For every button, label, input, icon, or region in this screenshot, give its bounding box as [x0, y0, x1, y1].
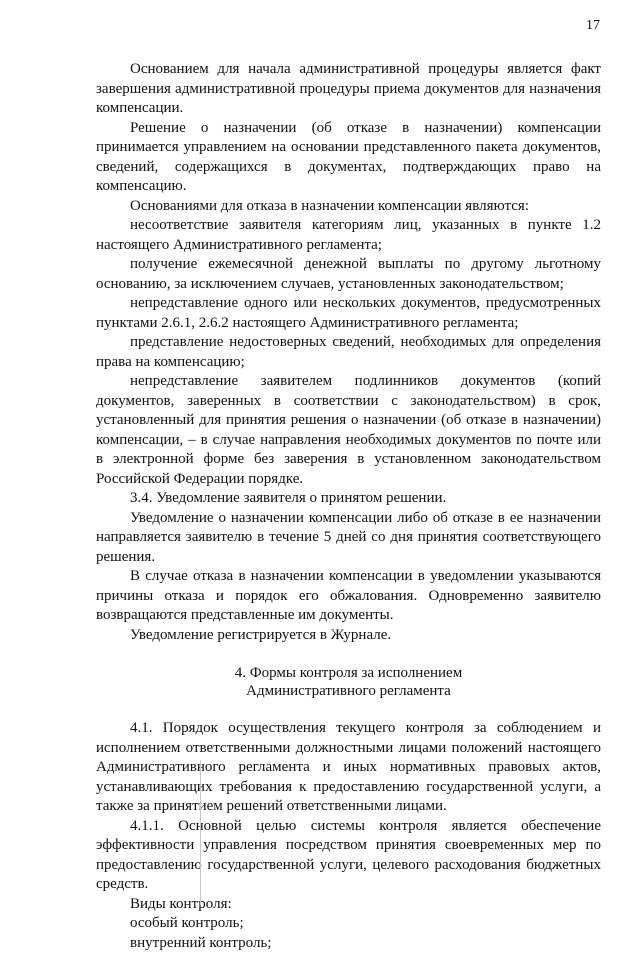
paragraph: Основаниями для отказа в назначении компенсации являются:	[96, 197, 601, 217]
paragraph: 4.1. Порядок осуществления текущего контроля за соблюдением и исполнением ответственными должностными лицами положений настоящего Административного регламента и иных нормативных правовых актов, устанавливающих требования к предоставлению государственной услуги, а также за принятием решений ответственными лицами.	[96, 719, 601, 817]
list-item: получение ежемесячной денежной выплаты по другому льготному основанию, за исключением случаев, установленных законодательством;	[96, 255, 601, 294]
document-body	[96, 60, 601, 953]
paragraph: Основанием для начала административной процедуры является факт завершения административной процедуры приема документов для назначения компенсации.	[96, 60, 601, 119]
list-item: непредставление заявителем подлинников документов (копий документов, заверенных в соответствии с законодательством) в срок, установленный для принятия решения о назначении (об отказе в назначении) компенсации, – в случае направления необходимых документов по почте или в электронной форме без заверения в установленном законодательством Российской Федерации порядке.	[96, 372, 601, 489]
page-number: 17	[586, 18, 600, 34]
list-item: представление недостоверных сведений, необходимых для определения права на компенсацию;	[96, 333, 601, 372]
paragraph: В случае отказа в назначении компенсации в уведомлении указываются причины отказа и порядок его обжалования. Одновременно заявителю возвращаются представленные им документы.	[96, 567, 601, 626]
paragraph: 4.1.1. Основной целью системы контроля является обеспечение эффективности управления посредством принятия своевременных мер по предоставлению государственной услуги, целевого расходования бюджетных средств.	[96, 817, 601, 895]
scan-artifact-line	[200, 760, 201, 905]
list-item: несоответствие заявителя категориям лиц, указанных в пункте 1.2 настоящего Административного регламента;	[96, 216, 601, 255]
paragraph: Решение о назначении (об отказе в назначении) компенсации принимается управлением на основании представленного пакета документов, сведений, содержащихся в документах, подтверждающих право на компенсацию.	[96, 119, 601, 197]
section-heading-line: Административного регламента	[96, 682, 601, 700]
paragraph: Виды контроля:	[96, 895, 601, 915]
section-heading-line: 4. Формы контроля за исполнением	[96, 664, 601, 682]
list-item: внутренний контроль;	[96, 934, 601, 953]
section-heading	[96, 664, 601, 700]
paragraph: 3.4. Уведомление заявителя о принятом решении.	[96, 489, 601, 509]
paragraph: Уведомление о назначении компенсации либо об отказе в ее назначении направляется заявителю в течение 5 дней со дня принятия соответствующего решения.	[96, 509, 601, 568]
list-item: непредставление одного или нескольких документов, предусмотренных пунктами 2.6.1, 2.6.2 настоящего Административного регламента;	[96, 294, 601, 333]
list-item: особый контроль;	[96, 914, 601, 934]
paragraph: Уведомление регистрируется в Журнале.	[96, 626, 601, 646]
